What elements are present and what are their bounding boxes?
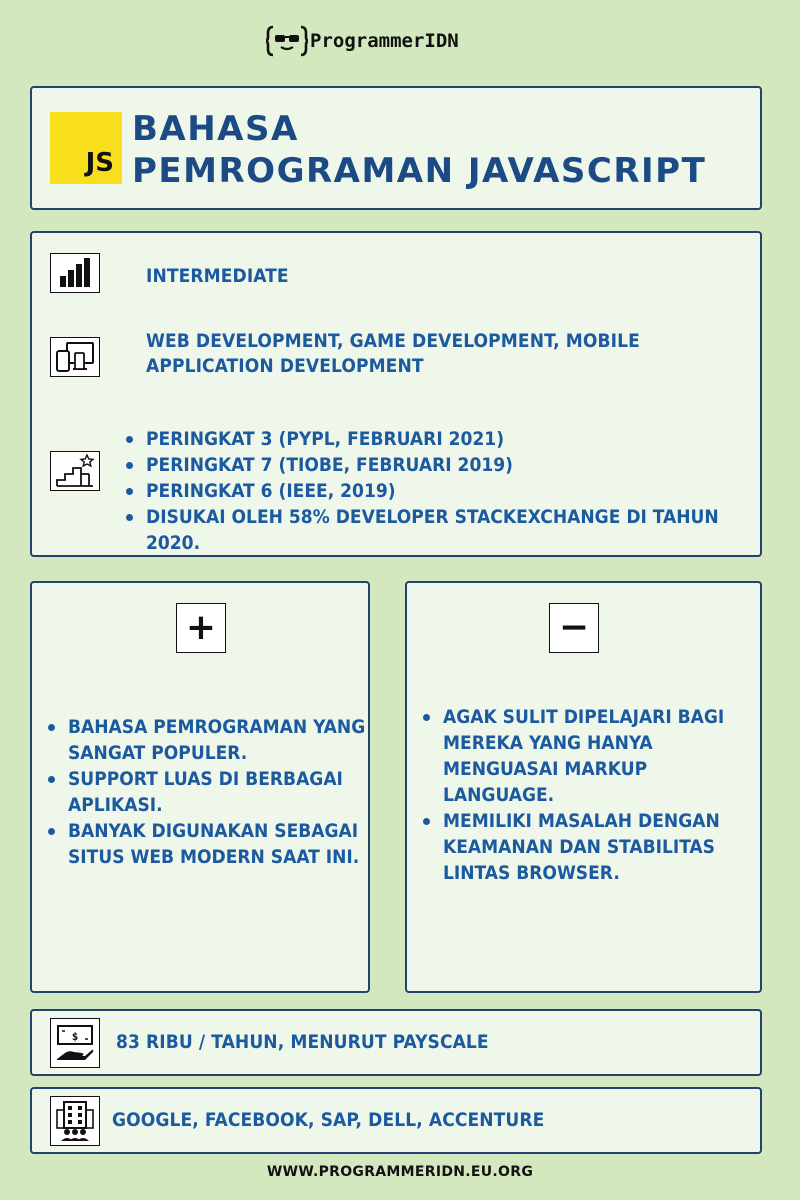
office-building-icon [55,1100,95,1142]
pros-card [30,581,370,993]
footer-url[interactable]: WWW.PROGRAMMERIDN.EU.ORG [266,1164,534,1180]
level-icon-box [50,253,100,293]
companies-card [30,1087,762,1154]
list-item: PERINGKAT 3 (PYPL, FEBRUARI 2021) [122,426,762,452]
level-text: INTERMEDIATE [146,265,289,287]
list-item: DISUKAI OLEH 58% DEVELOPER STACKEXCHANGE DI TAHUN 2020. [122,504,762,556]
money-hand-icon [55,1023,95,1063]
list-item: SUPPORT LUAS DI BERBAGAI APLIKASI. [44,766,366,818]
cons-card [405,581,762,993]
list-item: PERINGKAT 7 (TIOBE, FEBRUARI 2019) [122,452,762,478]
ranking-stairs-icon [55,454,95,488]
companies-icon-box [50,1096,100,1146]
page-title [132,108,706,192]
list-item: PERINGKAT 6 (IEEE, 2019) [122,478,762,504]
ranking-icon-box [50,451,100,491]
svg-text:$: $ [71,1030,79,1043]
list-item: MEMILIKI MASALAH DENGAN KEAMANAN DAN STABILITAS LINTAS BROWSER. [419,808,737,886]
title-card [30,86,762,210]
js-badge: JS [50,112,122,184]
ranking-list [122,426,762,556]
companies-text: GOOGLE, FACEBOOK, SAP, DELL, ACCENTURE [112,1109,545,1131]
list-item: BAHASA PEMROGRAMAN YANG SANGAT POPULER. [44,714,366,766]
pros-list [44,714,366,870]
title-line-1: BAHASA [132,109,299,149]
brand-header [266,22,459,60]
title-line-2: PEMROGRAMAN JAVASCRIPT [132,151,707,191]
minus-icon: − [549,603,599,653]
glasses-braces-icon [266,24,308,58]
bar-chart-icon [58,258,92,288]
devices-icon-box [50,337,100,377]
list-item: AGAK SULIT DIPELAJARI BAGI MEREKA YANG HANYA MENGUASAI MARKUP LANGUAGE. [419,704,737,808]
brand-name: ProgrammerIDN [310,30,459,52]
plus-icon: + [176,603,226,653]
salary-card [30,1009,762,1076]
salary-icon-box [50,1018,100,1068]
usage-text: WEB DEVELOPMENT, GAME DEVELOPMENT, MOBILE APPLICATION DEVELOPMENT [146,330,640,377]
info-card [30,231,762,557]
list-item: BANYAK DIGUNAKAN SEBAGAI SITUS WEB MODERN SAAT INI. [44,818,366,870]
cons-list [419,704,737,886]
devices-icon [55,341,95,373]
salary-text: 83 RIBU / TAHUN, MENURUT PAYSCALE [116,1031,489,1053]
